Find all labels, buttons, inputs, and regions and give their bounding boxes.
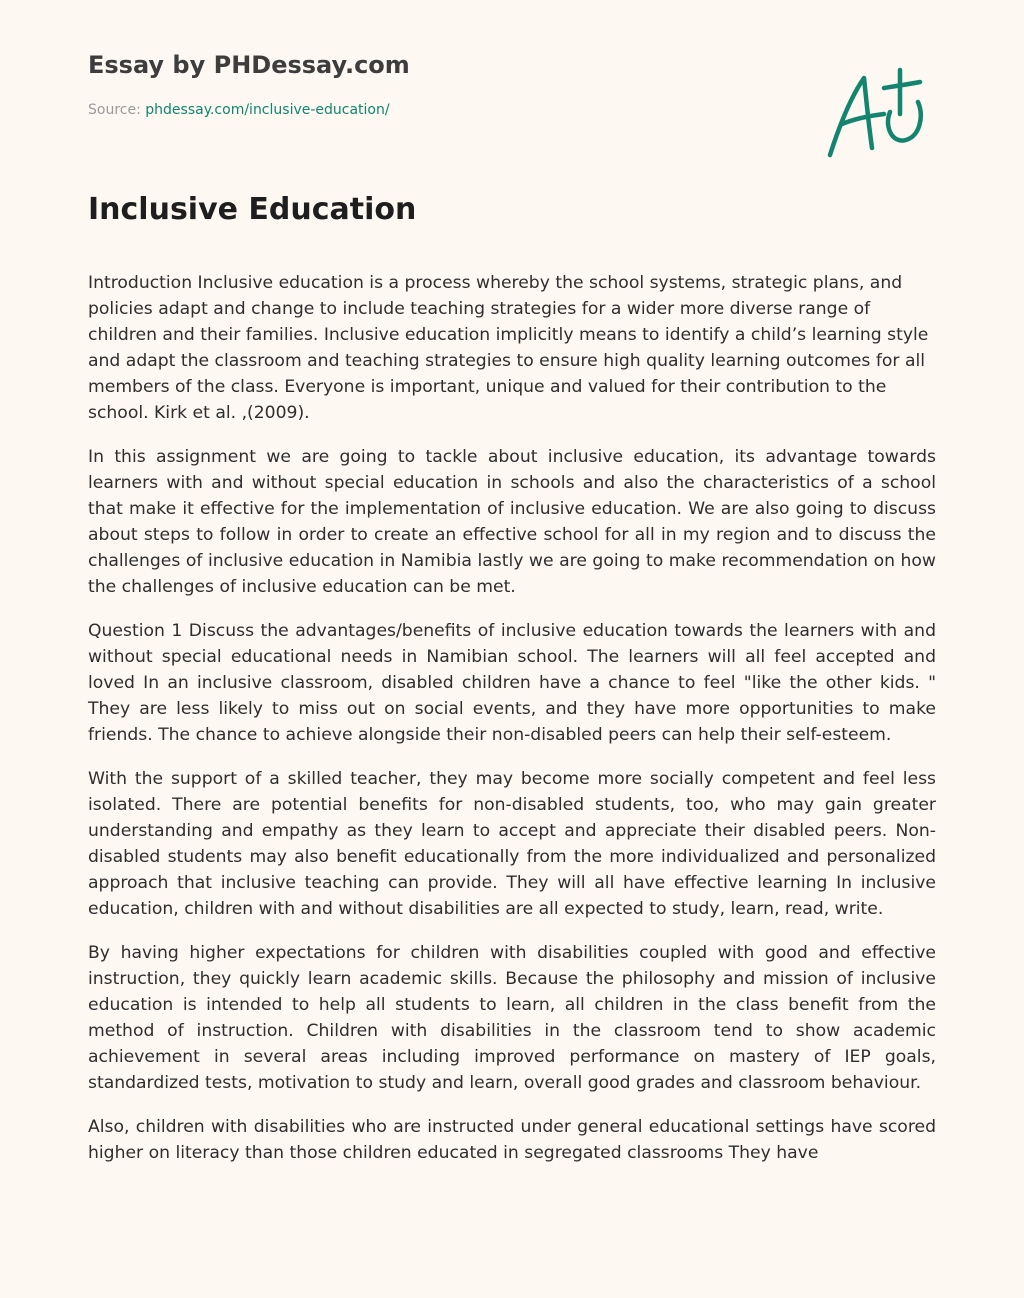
a-plus-grade-icon <box>820 62 930 162</box>
page-header <box>88 48 788 120</box>
source-label: Source: <box>88 102 146 118</box>
source-link[interactable]: phdessay.com/inclusive-education/ <box>145 102 390 118</box>
paragraph-1: Introduction Inclusive education is a process whereby the school systems, strategic plans, and policies adapt and change to include teaching strategies for a wider more diverse range of children and their families. Inclusive education implicitly means to identify a child’s learning style and adapt the classroom and teaching strategies to ensure high quality learning outcomes for all members of the class. Everyone is important, unique and valued for their contribution to the school. Kirk et al. ,(2009). <box>88 273 929 423</box>
brand-title: Essay by PHDessay.com <box>88 51 410 79</box>
paragraph-6: Also, children with disabilities who are instructed under general educational settings have scored higher on literacy than those children educated in segregated classrooms They have <box>88 1117 936 1163</box>
document-title: Inclusive Education <box>88 192 417 227</box>
paragraph-2: In this assignment we are going to tackle about inclusive education, its advantage towards learners with and without special education in schools and also the characteristics of a school that make it effective for the implementation of inclusive education. We are also going to discuss about steps to follow in order to create an effective school for all in my region and to discuss the challenges of inclusive education in Namibia lastly we are going to make recommendation on how the challenges of inclusive education can be met. <box>88 447 936 597</box>
paragraph-4: With the support of a skilled teacher, they may become more socially competent and feel less isolated. There are potential benefits for non-disabled students, too, who may gain greater understanding and empathy as they learn to accept and appreciate their disabled peers. Non-disabled students may also benefit educationally from the more individualized and personalized approach that inclusive teaching can provide. They will all have effective learning In inclusive education, children with and without disabilities are all expected to study, learn, read, write. <box>88 769 936 919</box>
paragraph-5: By having higher expectations for children with disabilities coupled with good and effective instruction, they quickly learn academic skills. Because the philosophy and mission of inclusive education is intended to help all students to learn, all children in the class benefit from the method of instruction. Children with disabilities in the classroom tend to show academic achievement in several areas including improved performance on mastery of IEP goals, standardized tests, motivation to study and learn, overall good grades and classroom behaviour. <box>88 943 936 1093</box>
essay-body <box>88 270 936 1184</box>
source-line <box>88 100 788 120</box>
paragraph-3: Question 1 Discuss the advantages/benefits of inclusive education towards the learners with and without special educational needs in Namibian school. The learners will all feel accepted and loved In an inclusive classroom, disabled children have a chance to feel "like the other kids. " They are less likely to miss out on social events, and they have more opportunities to make friends. The chance to achieve alongside their non-disabled peers can help their self-esteem. <box>88 621 936 745</box>
